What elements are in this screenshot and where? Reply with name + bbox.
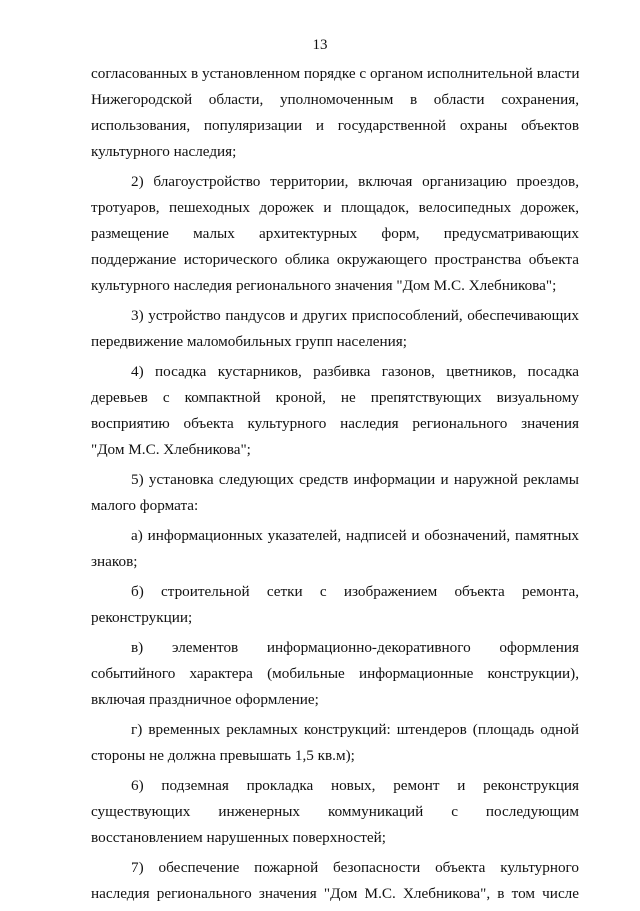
text-line: Нижегородской области, уполномоченным в области сохранения,	[91, 91, 579, 108]
text-line: 2) благоустройство территории, включая организацию проездов,	[131, 173, 579, 190]
text-line: существующих инженерных коммуникаций с последующим	[91, 803, 579, 820]
text-line: 7) обеспечение пожарной безопасности объекта культурного	[131, 859, 579, 876]
text-line: включая праздничное оформление;	[91, 691, 319, 708]
text-line: передвижение маломобильных групп населения;	[91, 333, 407, 350]
paragraph-item-3	[91, 303, 579, 355]
paragraph-cont	[91, 61, 579, 165]
paragraph-item-5g	[91, 717, 579, 769]
text-line: малого формата:	[91, 497, 199, 514]
text-line: культурного наследия;	[91, 143, 237, 160]
paragraph-item-4	[91, 359, 579, 463]
text-line: использования, популяризации и государственной охраны объектов	[91, 117, 579, 134]
text-line: стороны не должна превышать 1,5 кв.м);	[91, 747, 355, 764]
text-line: знаков;	[91, 553, 138, 570]
text-line: 3) устройство пандусов и других приспособлений, обеспечивающих	[131, 307, 579, 324]
text-line: 6) подземная прокладка новых, ремонт и реконструкция	[131, 777, 579, 794]
paragraph-item-5	[91, 467, 579, 519]
text-line: восстановлением нарушенных поверхностей;	[91, 829, 386, 846]
text-line: поддержание исторического облика окружающего пространства объекта	[91, 251, 579, 268]
text-line: в) элементов информационно-декоративного оформления	[131, 639, 579, 656]
page-number: 13	[312, 37, 328, 53]
paragraph-item-5a	[91, 523, 579, 575]
text-line: 5) установка следующих средств информации и наружной рекламы	[131, 471, 579, 488]
text-line: восприятию объекта культурного наследия регионального значения	[91, 415, 579, 432]
text-line: реконструкции;	[91, 609, 193, 626]
text-line: культурного наследия регионального значения "Дом М.С. Хлебникова";	[91, 277, 557, 294]
text-line: деревьев с компактной кроной, не препятствующих визуальному	[91, 389, 579, 406]
text-line: тротуаров, пешеходных дорожек и площадок, велосипедных дорожек,	[91, 199, 579, 216]
paragraph-item-5b	[91, 579, 579, 631]
text-line: "Дом М.С. Хлебникова";	[91, 441, 251, 458]
paragraph-item-7	[91, 855, 579, 907]
text-line: наследия регионального значения "Дом М.С. Хлебникова", в том числе	[91, 885, 579, 902]
text-line: 4) посадка кустарников, разбивка газонов, цветников, посадка	[131, 363, 579, 380]
text-line: размещение малых архитектурных форм, предусматривающих	[91, 225, 579, 242]
paragraph-item-5v	[91, 635, 579, 713]
text-line: б) строительной сетки с изображением объекта ремонта,	[131, 583, 579, 600]
document-body	[91, 61, 579, 911]
text-line: событийного характера (мобильные информационные конструкции),	[91, 665, 579, 682]
text-line: согласованных в установленном порядке с органом исполнительной власти	[91, 65, 580, 82]
text-line: а) информационных указателей, надписей и обозначений, памятных	[131, 527, 579, 544]
paragraph-item-6	[91, 773, 579, 851]
paragraph-item-2	[91, 169, 579, 299]
text-line: г) временных рекламных конструкций: штендеров (площадь одной	[131, 721, 579, 738]
